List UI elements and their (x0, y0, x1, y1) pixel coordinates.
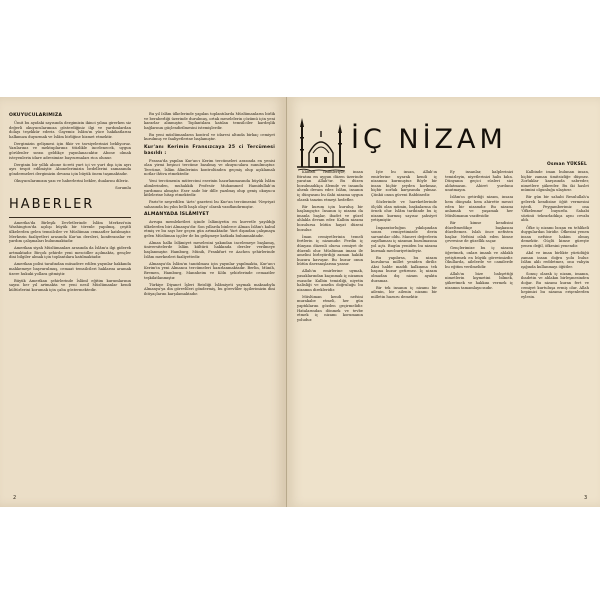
paragraph: Büyük Amerikan şehirlerinde İslâmî eğitim kurumlarının sayısı her yıl artmakta ve yeni nesil Müslümanlar kendi kültürlerini korumak için çaba göstermektedir. (9, 278, 131, 292)
paragraph: Amerika'da Birleşik Devletlerinde İslâm Merkezi'nin Washington'da açılışı büyük bir törenle yapılmış, çeşitli ülkelerden gelen temsilciler ve Müslüman cemaatler katılmıştır. Merkezin faaliyetleri arasında Kur'an dersleri, konferanslar ve yardım çalışmaları bulunmaktadır. (9, 220, 131, 244)
divider (9, 217, 131, 218)
left-column-2 (144, 112, 275, 494)
paragraph: İman cemiyetlerinin temeli fertlerin iç nizamıdır. Ferdin iç dünyası düzenli olursa cemiyet de düzenli olur. Müslüman imanı ile amelini birleştirdiği zaman hakiki huzura kavuşur. Bu huzur onun bütün davranışlarına yansır. (297, 234, 363, 267)
paragraph: Allah'ın emirlerine uymak, yasaklarından kaçınmak iç nizamın esasıdır. Kalbin temizliği, niyetin halisliği ve amelin doğruluğu bu nizamın direkleridir. (297, 269, 363, 292)
paragraph: Bu yapılırsa, bu nizam kurulursa millet yeniden dirilir. Aksi halde maddi kalkınma tek başına huzur getirmez. İç nizam olmadan dış nizam ayakta duramaz. (371, 255, 437, 283)
quran-translation-heading: Kur'anı Kerimin Fransızcaya 25 ci Tercümesi basıldı : (144, 144, 275, 156)
paragraph: Almanya'da İslâm'ın tanıtılması için yayınlar yapılmakta, Kur'an-ı Kerim'in yeni Almanca tercümeleri hazırlanmaktadır. Berlin, Münih, Bremen, Hamburg, Mannheim ve Köln şehirlerinde cemaatler teşkilatlanmıştır. (144, 261, 275, 280)
paragraph: Bir kurum için kuruluş bir başlangıçtır. İnsanın iç nizamı da imanla başlar, ibadet ve güzel ahlakla devam eder. Kalbin nizamı bozulursa bütün hayat düzeni bozulur. (297, 204, 363, 232)
paragraph: İşte bu insan, Allah'ın emirlerine uyarak kendi iç nizamını kurmuştur. Böyle bir insan hiçbir şeyden korkmaz, hiçbir zorluk karşısında yılmaz. Çünkü onun güveni Rabbinedir. (371, 170, 437, 197)
paragraph: Dergimizin gelişmesi için fikir ve tavsiyelerinizi bekliyoruz. Yazılarınız ve mektuplarınız titizlikle incelenecek, uygun görülenler sırası geldikçe yayınlanacaktır. Abone olmak isteyenlerin idare adresimize başvurmaları rica olunur. (9, 141, 131, 160)
right-page-number: 3 (584, 495, 588, 501)
paragraph: Allah'ın bize bahşettiği nimetlerin kıymetini bilmek, şükretmek ve hakkını vermek iç nizamın tamamlayıcısıdır. (445, 271, 513, 290)
paragraph: Ümit bu ayıdaki sayısında dergimizin ikinci yılına girerken siz değerli okuyucularımıza gösterdiğiniz ilgi ve yardımlardan dolayı teşekkür ederiz. Gayemiz İslâm'ın yüce hakikatlarını halkımıza duyurmak ve İslâm birliğine hizmet etmektir. (9, 121, 131, 139)
paragraph: Öfke iç nizamı bozan en tehlikeli duygulardan biridir. Öfkesini yenen insan nefsine hakim olmuş demektir. Güçlü kimse güreşte yenen değil, öfkesini yenendir. (521, 225, 589, 248)
paragraph: Bir kimse kendisini düzeltmedikçe başkasını düzeltemez. Islah önce nefisten başlar. Nefsini ıslah eden kimse çevresine de güzellik saçar. (445, 220, 513, 244)
news-heading: HABERLER (9, 196, 95, 212)
signature: Sorumlu (115, 186, 131, 191)
paragraph: Amerikan polisi tarafından müsadere edilen yayınlar hakkında mahkemeye başvurulmuş, cemaat temsilcileri haklarını aramak üzere hukuki yollara gitmiştir. (9, 262, 131, 276)
left-page (0, 97, 287, 507)
paragraph: Alman halkı İslâmiyet meselesini yakından incelemeye başlamış, üniversitelerde İslâm kültürü hakkında dersler verilmeye başlanmıştır. Hamburg, Münih, Frankfurt ve Aachen şehirlerinde İslâm merkezleri faaliyettedir. (144, 240, 275, 259)
paragraph: Yeni tercümenin mütercimi eserinin hazırlanmasında büyük İslâm alimlerinden, muhakkik Profesör Muhammed Hamidullah'ın yardımını almıştır. Eser sade bir dille yazılmış olup geniş okuyucu kitlelerine hitap etmektedir. (144, 179, 275, 198)
paragraph: Türkiye Diyanet İşleri Reisliği İslâmiyeti yaymak maksadıyla Almanya'ya din görevlileri göndermiş, bu görevliler işçilerimizin dini ihtiyaçlarını karşılamaktadır. (144, 282, 275, 296)
paragraph: Müslüman kendi nefsini murakabe etmeli, her gün yaptıklarını gözden geçirmelidir. Hatalarından dönmek ve tevbe etmek iç nizamı korumanın yoludur. (297, 294, 363, 322)
paragraph: Sözlerinde ve hareketlerinde ölçülü olan mümin, başkalarına da örnek olur. İslâm tarihinde bu iç nizamı kurmuş sayısız şahsiyet yetişmiştir. (371, 200, 437, 223)
paragraph: Avrupa memleketleri içinde İslâmiyetin en kuvvetle yayıldığı ülkelerden biri Almanya'dır. Son yıllarda binlerce Alman İslâm'ı kabul etmiş ve bu sayı her geçen gün artmaktadır. Yurt dışından çalışmaya gelen Müslüman işçiler de bu gelişmeye katkıda bulunmaktadır. (144, 220, 275, 238)
right-page (287, 97, 600, 507)
germany-islam-heading: ALMANYADA İSLÂMİYET (144, 212, 210, 217)
paragraph: Ey insanlar, kalplerinizi temizleyin, niyetlerinizi halis kılın. Dünyanın geçici süsleri sizi aldatmasın. Ahiret yurdunu unutmayın. (445, 170, 513, 193)
paragraph: Bir tek insanın iç nizamı bir ailenin, bir ailenin nizamı bir milletin huzuru demektir. (371, 285, 437, 299)
paragraph: Fransa'da yapılan Kur'an-ı Kerim tercümeleri arasında en yenisi olan yirmi beşinci tercüme basılmış ve okuyuculara sunulmuştur. Tercüme, İslâm âlimlerinin kontrolünden geçmiş olup açıklamalı notlar ihtiva etmektedir. (144, 158, 275, 177)
paragraph: Gençlerimize bu iç nizamı öğretmek, onları imanlı ve ahlaklı yetiştirmek en büyük görevimizdir. Okullarda, ailelerde ve camilerde bu eğitim verilmelidir. (445, 246, 513, 269)
paragraph: Okuyucularımızın yazı ve haberlerini bekler, dualarını dileriz. (14, 179, 129, 184)
right-column-3 (445, 170, 513, 495)
paragraph: İslâm'ın getirdiği nizam, insanı hem dünyada hem ahirette mesut eden bir nizamdır. Bu nizamı anlamak ve yaşamak her Müslümanın vazifesidir. (445, 195, 513, 218)
left-page-number: 2 (13, 495, 17, 501)
paragraph: Derginin bir yıllık abone ücreti yurt içi ve yurt dışı için ayrı ayrı tespit edilmiştir. Abonelerimizin bedellerini zamanında göndermeleri dergimizin devamı için büyük önem taşımaktadır. (9, 162, 131, 176)
paragraph: Amerikan siyah Müslümanları arasında da İslâm'a ilgi giderek artmaktadır. Birçok şehirde yeni mescidler açılmakta, gençler dini bilgiler almak için toplantılara katılmaktadır. (9, 246, 131, 260)
paragraph: Kâinatı cisimleriyle, insan fıtratını en uygun düzen üzerinde yaratan Allah'tır. Bu düzen bozulmadıkça âlemde ve insanda ahenk devam eder. İslâm, insanın iç dünyasını bu ilahi nizama uygun olarak tanzim etmeyi hedefler. (297, 170, 363, 202)
readers-notice-heading: OKUYUCULARIMIZA (9, 113, 63, 118)
paragraph: Sonuç olarak iç nizam, imanın, ibadetin ve ahlakın birleşmesinden doğar. Bu nizamı kuran fert ve cemiyet kurtuluşa ermiş olur. Allah hepimizi bu nizama erişenlerden eylesin. (521, 271, 589, 299)
paragraph: Bu yeni müslümanların kontrol ve idaresi altında birkaç cemiyet kurulmuş ve faaliyetlerine başlamıştır. (144, 132, 275, 142)
paragraph: Bu yıl İslâm ülkelerinde yapılan toplantılarda Müslümanların birlik ve beraberliği üzerinde durulmuş, ortak meselelerin çözümü için yeni kararlar alınmıştır. Toplantılara katılan temsilciler kardeşlik bağlarının güçlendirilmesini istemişlerdir. (144, 112, 275, 130)
paragraph: Kalbinde iman bulunan insan, hiçbir zaman ümitsizliğe düşmez. Zorluklar karşısında sabreder, nimetlere şükreder. Bu iki haslet mümini olgunluğa ulaştırır. (521, 170, 589, 193)
right-column-1 (297, 170, 363, 495)
article-title: İÇ NİZAM (351, 124, 507, 155)
left-column-1 (9, 112, 131, 494)
paragraph: Akıl ve iman birlikte yürüdüğü zaman insan doğru yolu bulur. İslâm aklı reddetmez, onu vahyin ışığında kullanmayı öğütler. (521, 251, 589, 269)
paragraph: İmparatorluğun yıkılışından sonra cemiyetimizde derin sarsıntılar oldu. Manevi değerlerin zayıflaması iç nizamın bozulmasına yol açtı. Bugün yeniden bu nizamı kurmak mecburiyetindeyiz. (371, 225, 437, 253)
paragraph: Paris'te neşredilen 'Arts' gazetesi bu Kur'an tercümesini 'Neşriyat sahasında bu yılın belli başlı olayı' olarak vasıflandırmıştır. (144, 200, 275, 209)
article-author: Osman YÜKSEL (546, 162, 587, 167)
paragraph: Bir gün bir sahabi Resulullah'a gelerek kendisine öğüt vermesini istedi. Peygamberimiz ona 'Öfkelenme' buyurdu. Sahabi sözünü tekrarladıkça aynı cevabı aldı. (521, 195, 589, 223)
right-column-2 (371, 170, 437, 495)
magazine-spread (0, 97, 600, 507)
right-column-4 (521, 170, 589, 495)
